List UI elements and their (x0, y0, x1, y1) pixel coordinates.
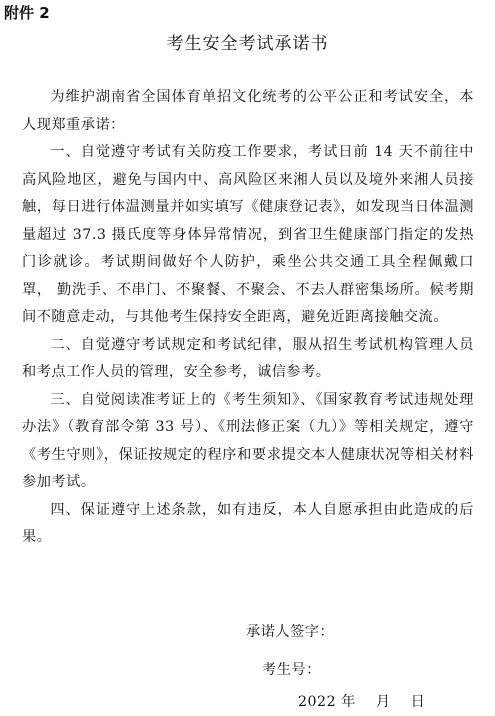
date-year-unit: 年 (341, 694, 356, 710)
document-body (22, 84, 474, 552)
paragraph-regulations: 三、自觉阅读准考证上的《考生须知》、《国家教育考试违规处理办法》（教育部令第 33 号）、《刑法修正案（九）》等相关规定，遵守《考生守则》，保证按规定的程序和要求提交本人健康状况等相关材料参加考试。 (22, 391, 474, 490)
date-line (298, 692, 425, 712)
date-month-unit: 月 (375, 694, 391, 710)
date-year: 2022 (298, 694, 337, 710)
signer-label: 承诺人签字： (246, 624, 335, 640)
paragraph-intro: 为维护湖南省全国体育单招文化统考的公平公正和考试安全，本人现郑重承诺： (22, 89, 474, 133)
paragraph-consequences: 四、保证遵守上述条款，如有违反，本人自愿承担由此造成的后果。 (22, 501, 474, 545)
candidate-number-label: 考生号： (262, 662, 321, 678)
paragraph-epidemic-prevention: 一、自觉遵守考试有关防疫工作要求，考试日前 14 天不前往中高风险地区，避免与国内中、高风险区来湘人员以及境外来湘人员接触，每日进行体温测量并如实填写《健康登记表》，如发现当日体温测量超过 37.3 摄氏度等身体异常情况，到省卫生健康部门指定的发热门诊就诊。考试期间做好个人防护，乘坐公共交通工具全程佩戴口罩， 勤洗手、不串门、不聚餐、不聚会、不去人群密集场所。候考期间不随意走动，与其他考生保持安全距离，避免近距离接触交流。 (22, 144, 474, 325)
document-title: 考生安全考试承诺书 (166, 34, 329, 54)
attachment-label: 附件 2 (4, 4, 50, 22)
date-day-unit: 日 (410, 694, 426, 710)
paragraph-exam-discipline: 二、自觉遵守考试规定和考试纪律，服从招生考试机构管理人员和考点工作人员的管理，安全参考，诚信参考。 (22, 336, 474, 380)
